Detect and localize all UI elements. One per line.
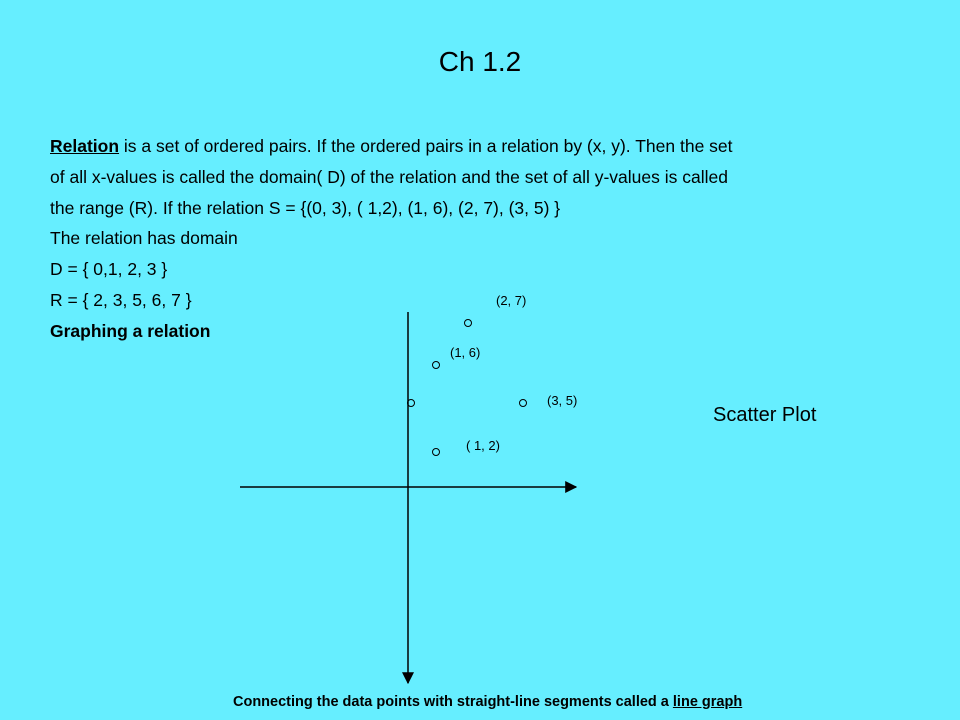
line-4: The relation has domain xyxy=(50,228,238,249)
point-label: ( 1, 2) xyxy=(466,438,500,453)
line-graph-term: line graph xyxy=(672,694,743,710)
line-1-text: is a set of ordered pairs. If the ordered pairs in a relation by (x, y). Then the set xyxy=(119,136,733,156)
chart-title: Scatter Plot xyxy=(713,404,817,426)
data-point xyxy=(465,320,472,327)
relation-term: Relation xyxy=(50,136,120,156)
data-point xyxy=(433,449,440,456)
data-point xyxy=(520,400,527,407)
slide-title: Ch 1.2 xyxy=(438,46,522,77)
point-label: (2, 7) xyxy=(496,293,527,308)
domain-set: D = { 0,1, 2, 3 } xyxy=(50,259,168,280)
data-point xyxy=(433,362,440,369)
point-label: (3, 5) xyxy=(547,393,578,408)
line-3: the range (R). If the relation S = {(0, 3), ( 1,2), (1, 6), (2, 7), (3, 5) } xyxy=(50,197,561,218)
footer-text xyxy=(233,694,742,710)
range-set: R = { 2, 3, 5, 6, 7 } xyxy=(50,289,192,310)
footer-sentence: Connecting the data points with straight-line segments called a xyxy=(233,694,673,710)
point-label: (1, 6) xyxy=(450,345,481,360)
graphing-heading: Graphing a relation xyxy=(50,320,211,341)
line-2: of all x-values is called the domain( D) of the relation and the set of all y-values is called xyxy=(50,166,728,187)
